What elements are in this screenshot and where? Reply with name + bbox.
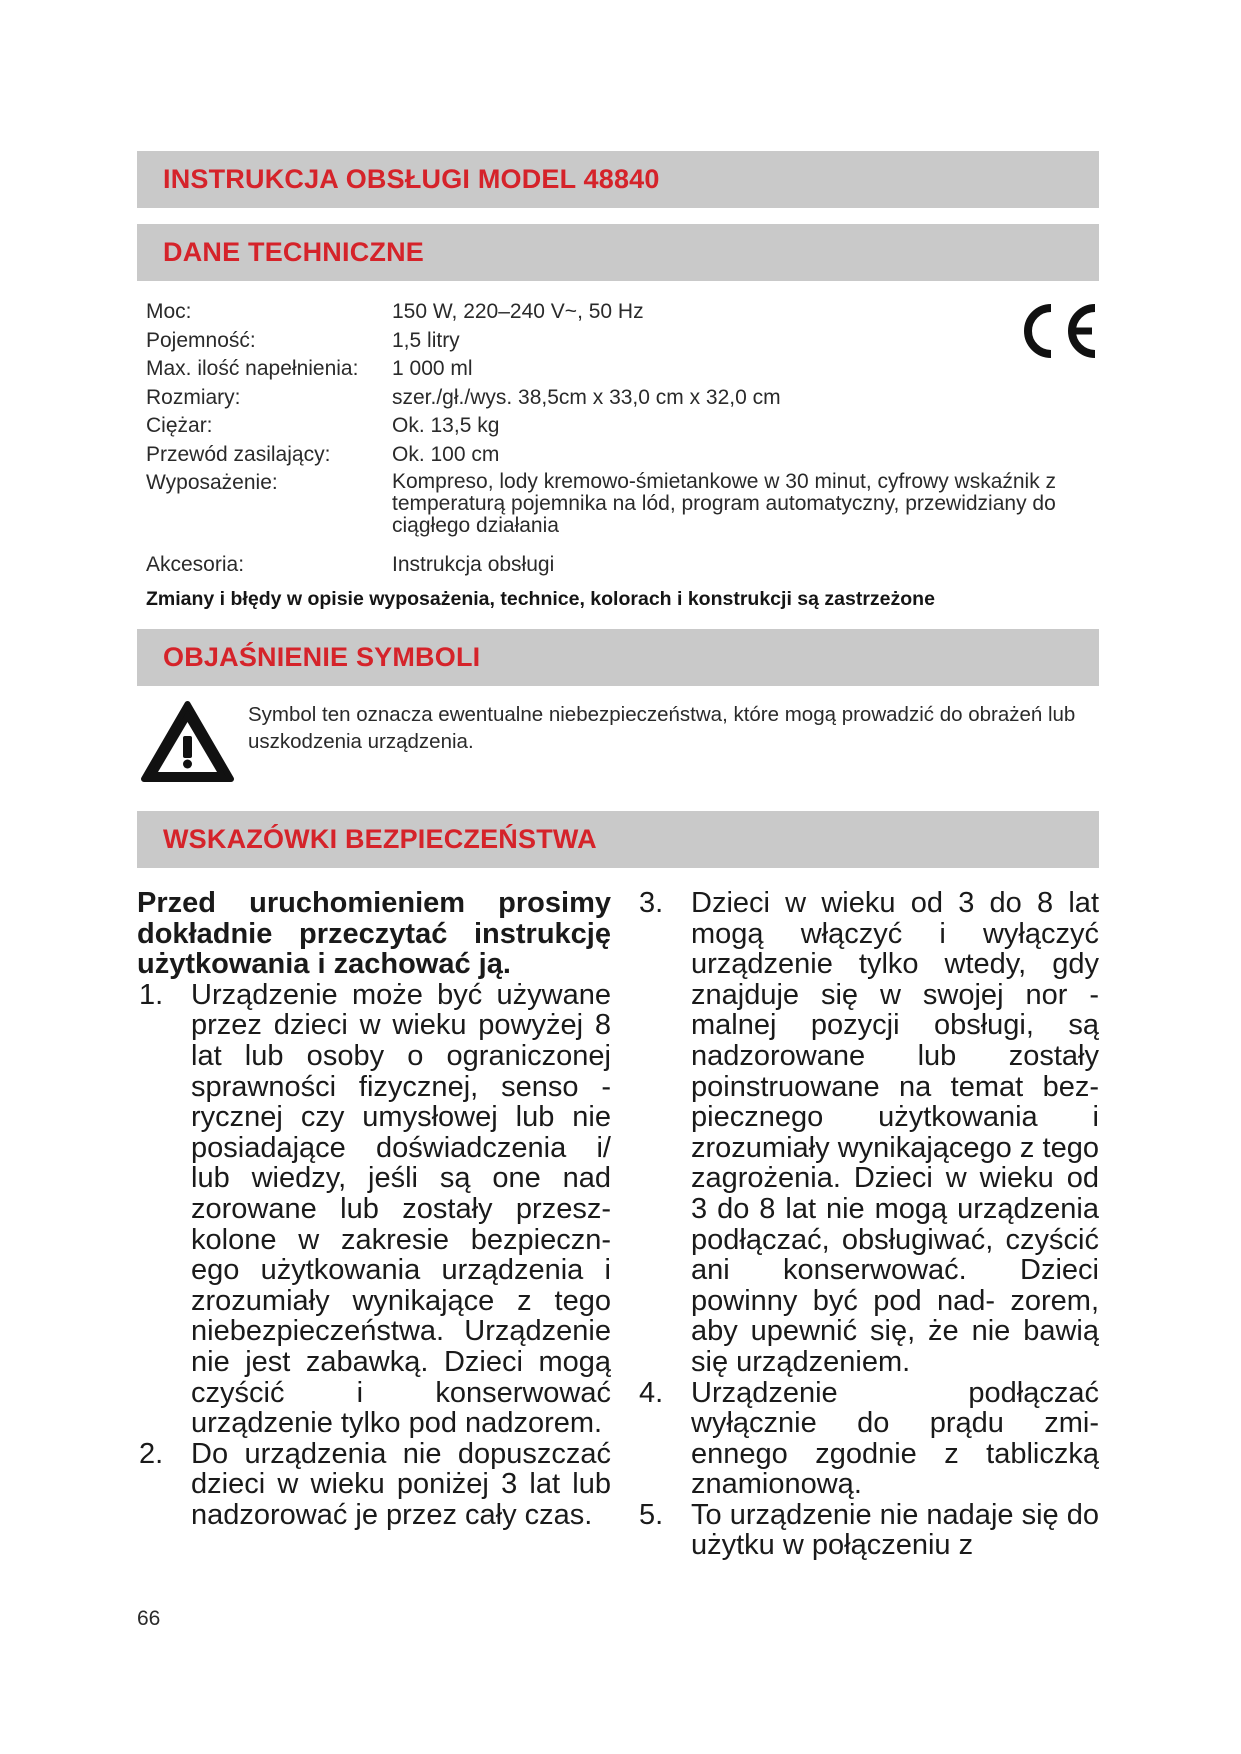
title-band	[137, 151, 1099, 208]
spec-row	[146, 412, 1096, 441]
spec-label: Ciężar:	[146, 414, 213, 437]
spec-value: 150 W, 220–240 V~, 50 Hz	[392, 300, 644, 323]
technical-specs	[146, 298, 1096, 580]
safety-item-number: 1.	[139, 978, 164, 1011]
safety-item-text: Dzieci w wieku od 3 do 8 lat mogą włączyć i wyłączyć urządzenie tylko wtedy, gdy znajduje się w swojej nor - malnej pozycji obsługi, są nadzorowane lub zostały poinstruowane na temat bez- piecznego użytkowania i zrozumiały wynikającego z tego zagrożenia. Dzieci w wieku od 3 do 8 lat nie mogą urządzenia podłączać, obsługiwać, czyścić ani konserwować. Dzieci powinny być pod nad- zorem, aby upewnić się, że nie bawią się urządzeniem.	[691, 887, 1099, 1378]
spec-label: Pojemność:	[146, 328, 256, 352]
safety-item	[637, 1378, 1099, 1500]
safety-item-text: Urządzenie może być używane przez dzieci w wieku powyżej 8 lat lub osoby o ograniczonej sprawności fizycznej, senso - rycznej czy umysłowej lub nie posiadające doświadczenia i/ lub wiedzy, jeśli są one nad zorowane lub zostały przesz- kolone w zakresie bezpieczn- ego użytkowania urządzenia i zrozumiały wynikające z tego niebezpieczeństwa. Urządzenie nie jest zabawką. Dzieci mogą czyścić i konserwować urządzenie tylko pod nadzorem.	[191, 978, 611, 1440]
spec-value: Kompreso, lody kremowo-śmietankowe w 30 minut, cyfrowy wskaźnik z temperaturą pojemnika na lód, program automatyczny, przewidziany do ciągłego działania	[392, 470, 1057, 537]
spec-value: Instrukcja obsługi	[392, 553, 555, 576]
spec-label: Moc:	[146, 300, 192, 323]
technical-data-heading: DANE TECHNICZNE	[163, 237, 425, 267]
safety-item-text: To urządzenie nie nadaje się do użytku w połączeniu z	[691, 1498, 1099, 1562]
page-number: 66	[137, 1607, 161, 1630]
spec-row	[146, 355, 1096, 384]
safety-item-text: Do urządzenia nie dopuszczać dzieci w wieku poniżej 3 lat lub nadzorować je przez cały czas.	[191, 1437, 611, 1531]
spec-row	[146, 327, 1096, 356]
spec-row	[146, 551, 1096, 580]
symbols-band	[137, 629, 1099, 686]
spec-row	[146, 298, 1096, 327]
spec-value: 1 000 ml	[392, 357, 473, 380]
spec-label: Wyposażenie:	[146, 471, 278, 494]
ce-mark-icon	[1017, 300, 1099, 362]
safety-item	[637, 1500, 1099, 1561]
spec-value: szer./gł./wys. 38,5cm x 33,0 cm x 32,0 cm	[392, 385, 781, 409]
safety-item-number: 5.	[639, 1498, 664, 1531]
safety-item-number: 3.	[639, 887, 664, 919]
safety-heading: WSKAZÓWKI BEZPIECZEŃSTWA	[163, 824, 597, 854]
page-title: INSTRUKCJA OBSŁUGI MODEL 48840	[163, 164, 660, 194]
spec-value: 1,5 litry	[392, 328, 460, 352]
warning-triangle-icon	[140, 700, 235, 784]
spec-label: Akcesoria:	[146, 553, 245, 576]
warning-symbol-description: Symbol ten oznacza ewentualne niebezpieczeństwa, które mogą prowadzić do obrażeń lub uszkodzenia urządzenia.	[248, 703, 1076, 753]
spec-value: Ok. 13,5 kg	[392, 414, 500, 437]
technical-data-band	[137, 224, 1099, 281]
spec-label: Rozmiary:	[146, 385, 241, 409]
spec-row	[146, 441, 1096, 470]
spec-value: Ok. 100 cm	[392, 442, 500, 466]
safety-item	[137, 1439, 611, 1531]
safety-band	[137, 811, 1099, 868]
spec-label: Max. ilość napełnienia:	[146, 357, 359, 380]
safety-column-right	[637, 888, 1099, 1561]
safety-item-text: Urządzenie podłączać wyłącznie do prądu zmi- ennego zgodnie z tabliczką znamionową.	[691, 1376, 1099, 1501]
safety-item	[137, 980, 611, 1439]
safety-item	[637, 888, 1099, 1378]
safety-intro: Przed uruchomieniem prosimy dokładnie przeczytać instrukcję użytkowania i zachować ją.	[137, 887, 611, 981]
symbols-heading: OBJAŚNIENIE SYMBOLI	[163, 642, 481, 672]
changes-notice: Zmiany i błędy w opisie wyposażenia, technice, kolorach i konstrukcji są zastrzeżone	[146, 588, 935, 610]
spec-label: Przewód zasilający:	[146, 442, 331, 466]
spec-row	[146, 469, 1096, 551]
spec-row	[146, 384, 1096, 413]
safety-item-number: 4.	[639, 1376, 664, 1409]
safety-item-number: 2.	[139, 1437, 164, 1470]
safety-column-left	[137, 888, 611, 1530]
